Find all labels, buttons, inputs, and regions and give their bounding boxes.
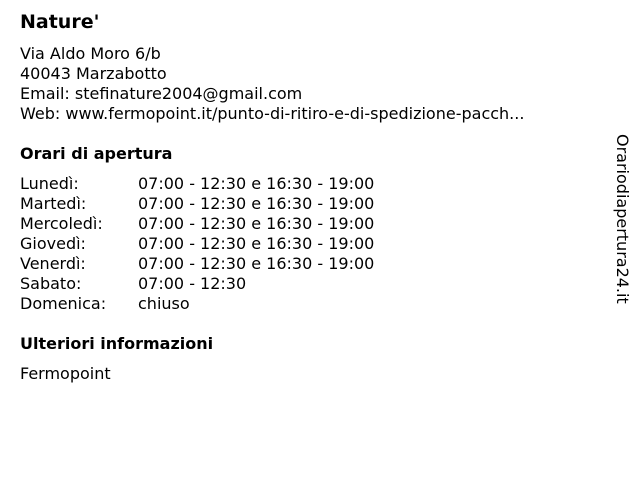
- email-link[interactable]: Email: stefinature2004@gmail.com: [20, 84, 303, 103]
- time-value: 07:00 - 12:30 e 16:30 - 19:00: [138, 194, 375, 213]
- address-street: Via Aldo Moro 6/b: [20, 44, 161, 63]
- website-link[interactable]: Web: www.fermopoint.it/punto-di-ritiro-e-di-spedizione-pacch...: [20, 104, 525, 123]
- info-text: Fermopoint: [20, 364, 111, 383]
- day-label: Giovedì:: [20, 234, 86, 253]
- hours-row-tuesday: [20, 194, 374, 214]
- time-value: 07:00 - 12:30: [138, 274, 247, 293]
- opening-hours-list: [20, 174, 374, 314]
- time-value: chiuso: [138, 294, 190, 313]
- day-label: Domenica:: [20, 294, 107, 313]
- day-label: Martedì:: [20, 194, 87, 213]
- hours-row-sunday: [20, 294, 374, 314]
- day-label: Sabato:: [20, 274, 82, 293]
- site-brand-vertical: Orariodiapertura24.it: [613, 134, 632, 304]
- day-label: Venerdì:: [20, 254, 86, 273]
- time-value: 07:00 - 12:30 e 16:30 - 19:00: [138, 254, 375, 273]
- hours-row-monday: [20, 174, 374, 194]
- day-label: Lunedì:: [20, 174, 79, 193]
- time-value: 07:00 - 12:30 e 16:30 - 19:00: [138, 214, 375, 233]
- day-label: Mercoledì:: [20, 214, 103, 233]
- time-value: 07:00 - 12:30 e 16:30 - 19:00: [138, 174, 375, 193]
- hours-row-wednesday: [20, 214, 374, 234]
- address-city: 40043 Marzabotto: [20, 64, 167, 83]
- hours-row-saturday: [20, 274, 374, 294]
- hours-row-friday: [20, 254, 374, 274]
- info-heading: Ulteriori informazioni: [20, 334, 214, 353]
- hours-row-thursday: [20, 234, 374, 254]
- business-name: Nature': [20, 11, 100, 33]
- time-value: 07:00 - 12:30 e 16:30 - 19:00: [138, 234, 375, 253]
- hours-heading: Orari di apertura: [20, 144, 173, 163]
- business-address: [20, 44, 590, 124]
